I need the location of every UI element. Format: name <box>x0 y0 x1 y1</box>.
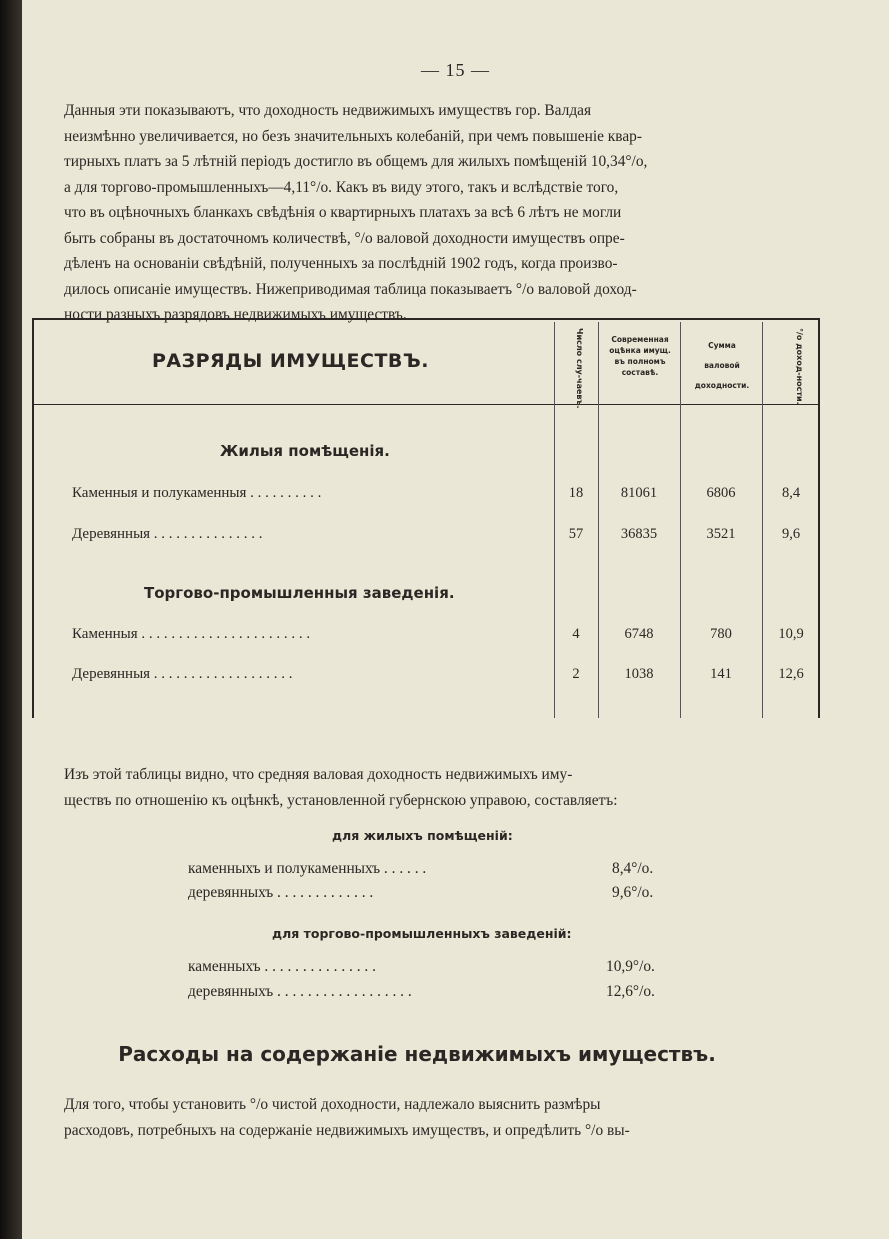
summary-title-commercial: для торгово-промышленныхъ заведеній: <box>272 926 572 941</box>
table-header-categories: РАЗРЯДЫ ИМУЩЕСТВЪ. <box>152 350 429 372</box>
header-line: въ полномъ <box>614 357 666 366</box>
row-label: Каменныя . . . . . . . . . . . . . . . . . . . . . . . <box>72 626 311 642</box>
final-paragraph <box>64 1092 820 1143</box>
column-header-estimate <box>600 334 680 378</box>
column-header-income <box>682 336 762 396</box>
conclusion-paragraph <box>64 762 820 813</box>
document-page <box>22 0 889 1239</box>
column-header-count: Число слу-чаевъ. <box>575 328 584 409</box>
text-line: ности разныхъ разрядовъ недвижимыхъ имуществъ. <box>64 306 407 323</box>
cell-count: 18 <box>568 485 584 501</box>
cell-estimate: 1038 <box>624 666 654 682</box>
summary-row-value: 9,6°/о. <box>612 884 654 901</box>
text-line: Для того, чтобы установить °/о чистой доходности, надлежало выяснить размѣры <box>64 1096 601 1113</box>
summary-row-label: деревянныхъ . . . . . . . . . . . . . . . . . . <box>188 983 412 1000</box>
header-line: доходности. <box>694 381 750 390</box>
cell-count: 4 <box>572 626 580 642</box>
cell-income: 3521 <box>706 526 736 542</box>
column-divider <box>762 322 763 718</box>
section-title-residential: Жилыя помѣщенія. <box>220 442 390 460</box>
cell-estimate: 36835 <box>620 526 658 542</box>
header-line: валовой <box>704 361 740 370</box>
cell-income: 6806 <box>706 485 736 501</box>
column-divider <box>554 322 555 718</box>
cell-income: 141 <box>710 666 732 682</box>
row-label: Деревянныя . . . . . . . . . . . . . . . <box>72 526 263 542</box>
text-line: быть собраны въ достаточномъ количествѣ, °/о валовой доходности имуществъ опре- <box>64 229 625 247</box>
table-right-border <box>818 320 820 718</box>
text-line: дѣленъ на основаніи свѣдѣній, полученныхъ за послѣдній 1902 годъ, когда произво- <box>64 255 618 272</box>
text-line: Данныя эти показываютъ, что доходность недвижимыхъ имуществъ гор. Валдая <box>64 102 592 119</box>
text-line: дилось описаніе имуществъ. Нижеприводимая таблица показываетъ °/о валовой доход- <box>64 280 637 298</box>
header-line: Сумма <box>708 341 736 350</box>
section-title-commercial: Торгово-промышленныя заведенія. <box>144 584 455 602</box>
cell-percent: 10,9 <box>778 626 804 642</box>
cell-estimate: 81061 <box>620 485 658 501</box>
intro-paragraph <box>64 98 820 328</box>
header-line: Современная <box>611 335 669 344</box>
cell-estimate: 6748 <box>624 626 654 642</box>
column-divider <box>598 322 599 718</box>
table-top-rule <box>32 318 820 320</box>
text-line: Изъ этой таблицы видно, что средняя валовая доходность недвижимыхъ иму- <box>64 766 573 783</box>
header-line: оцѣнка имущ. <box>609 346 671 355</box>
summary-row-label: каменныхъ . . . . . . . . . . . . . . . <box>188 958 376 975</box>
column-divider <box>680 322 681 718</box>
text-line: неизмѣнно увеличивается, но безъ значительныхъ колебаній, при чемъ повышеніе квар- <box>64 127 642 145</box>
section-heading: Расходы на содержаніе недвижимыхъ имуществъ. <box>118 1042 716 1066</box>
row-label: Деревянныя . . . . . . . . . . . . . . . . . . . <box>72 666 293 682</box>
cell-count: 57 <box>568 526 584 542</box>
table-left-border <box>32 320 34 718</box>
cell-income: 780 <box>710 626 732 642</box>
page-number: — 15 — <box>421 60 490 80</box>
text-line: расходовъ, потребныхъ на содержаніе недвижимыхъ имуществъ, и опредѣлить °/о вы- <box>64 1121 630 1139</box>
text-line: что въ оцѣночныхъ бланкахъ свѣдѣнія о квартирныхъ платахъ за всѣ 6 лѣтъ не могли <box>64 204 622 221</box>
header-line: составѣ. <box>621 368 659 377</box>
text-line: а для торгово-промышленныхъ—4,11°/о. Какъ въ виду этого, такъ и вслѣдствіе того, <box>64 178 619 196</box>
summary-row-label: деревянныхъ . . . . . . . . . . . . . <box>188 884 374 901</box>
text-line: ществъ по отношенію къ оцѣнкѣ, установленной губернскою управою, составляетъ: <box>64 791 618 809</box>
table-header-rule <box>32 404 820 405</box>
summary-title-residential: для жилыхъ помѣщеній: <box>332 828 513 843</box>
column-header-percent: °/о доход-ности. <box>795 328 804 405</box>
row-label: Каменныя и полукаменныя . . . . . . . . . . <box>72 485 322 501</box>
cell-count: 2 <box>572 666 580 682</box>
book-binding-edge <box>0 0 22 1239</box>
summary-row-value: 10,9°/о. <box>606 958 655 975</box>
cell-percent: 12,6 <box>778 666 804 682</box>
text-line: тирныхъ платъ за 5 лѣтній періодъ достигло въ общемъ для жилыхъ помѣщеній 10,34°/о, <box>64 153 648 170</box>
summary-row-label: каменныхъ и полукаменныхъ . . . . . . <box>188 860 427 877</box>
summary-row-value: 8,4°/о. <box>612 860 654 877</box>
income-table <box>32 318 820 718</box>
summary-row-value: 12,6°/о. <box>606 983 655 1000</box>
cell-percent: 8,4 <box>781 485 801 501</box>
cell-percent: 9,6 <box>781 526 801 542</box>
